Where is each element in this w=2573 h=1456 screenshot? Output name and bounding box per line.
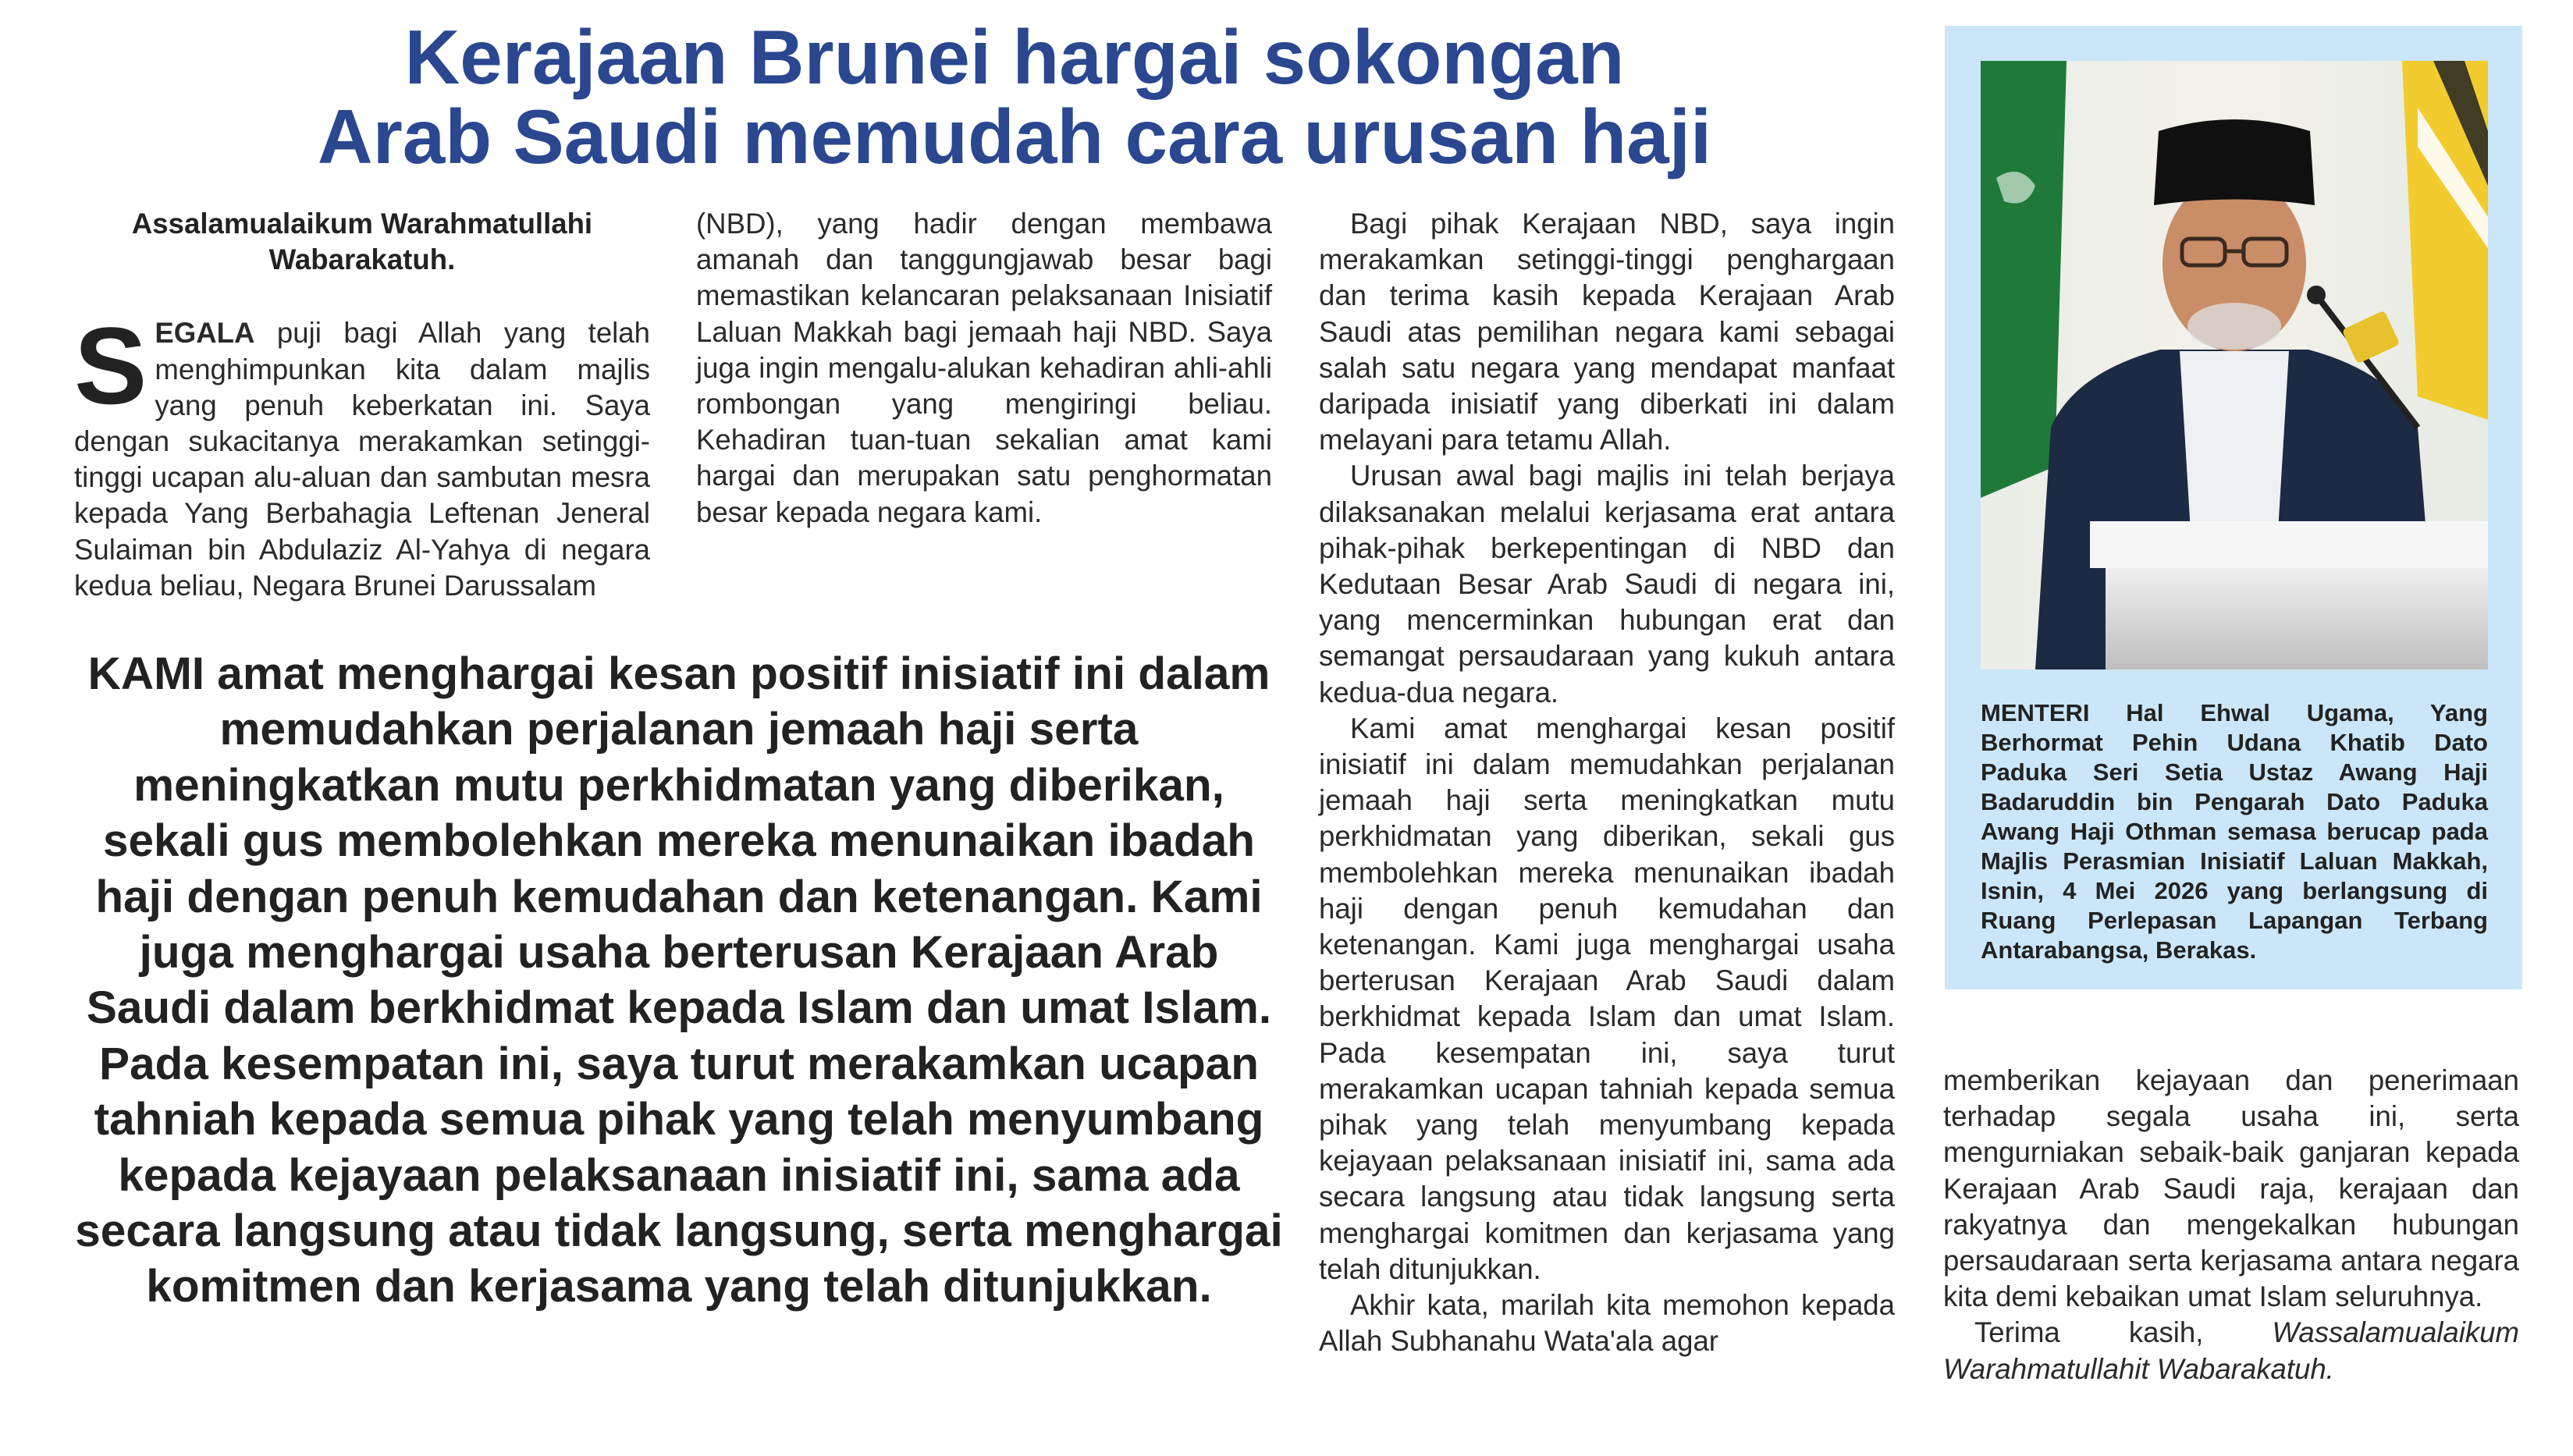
- paragraph-5-continued: memberikan kejayaan dan penerimaan terhadap segala usaha ini, serta mengurniakan sebaik-baik ganjaran kepada Kerajaan Arab Saudi raja, kerajaan dan rakyatnya dan mengekalkan hubungan persaudaraan serta kerjasama antara negara kita demi kebaikan umat Islam seluruhnya.: [1943, 1064, 2519, 1313]
- photo-sidebar: [1945, 26, 2522, 989]
- headline: [117, 14, 1912, 179]
- paragraph-1-continued: (NBD), yang hadir dengan membawa amanah dan tanggungjawab besar bagi memastikan kelancaran pelaksanaan Inisiatif Laluan Makkah bagi jemaah haji NBD. Saya juga ingin mengalu-alukan kehadiran ahli-ahli rombongan yang mengiringi beliau. Kehadiran tuan-tuan sekalian amat kami hargai dan merupakan satu penghormatan besar kepada negara kami.: [696, 208, 1272, 528]
- first-word: EGALA: [155, 317, 255, 350]
- greeting: Assalamualaikum Warahmatullahi Wabarakatuh.: [131, 208, 593, 276]
- paragraph-1-text: puji bagi Allah yang telah menghimpunkan kita dalam majlis yang penuh keberkatan ini. Saya dengan sukacitanya merakamkan setinggi-tinggi ucapan alu-aluan dan sambutan mesra kepada Yang Berbahagia Leftenan Jeneral Sulaiman bin Abdulaziz Al-Yahya di negara kedua beliau, Negara Brunei Darussalam: [74, 317, 650, 602]
- article-column-4: [1943, 1063, 2519, 1387]
- paragraph-1-start: [74, 304, 650, 604]
- photo-caption: MENTERI Hal Ehwal Ugama, Yang Berhormat Pehin Udana Khatib Dato Paduka Seri Setia Ustaz Awang Haji Badaruddin bin Pengarah Dato Paduka Awang Haji Othman semasa berucap pada Majlis Perasmian Inisiatif Laluan Makkah, Isnin, 4 Mei 2026 yang berlangsung di Ruang Perlepasan Lapangan Terbang Antarabangsa, Berakas.: [1981, 699, 2488, 964]
- headline-line-1: Kerajaan Brunei hargai sokongan: [404, 14, 1625, 100]
- minister-photo: [1981, 61, 2488, 669]
- drop-cap: S: [74, 304, 147, 428]
- headline-line-2: Arab Saudi memudah cara urusan haji: [317, 94, 1712, 179]
- closing-paragraph: [1943, 1315, 2519, 1387]
- closing-salutation: Wassalamualaikum Warahmatullahit Wabarakatuh.: [1943, 1316, 2519, 1385]
- paragraph-3: Urusan awal bagi majlis ini telah berjaya dilaksanakan melalui kerjasama erat antara pihak-pihak berkepentingan di NBD dan Kedutaan Besar Arab Saudi di negara ini, yang mencerminkan hubungan erat dan semangat persaudaraan yang kukuh antara kedua-dua negara.: [1319, 460, 1895, 708]
- article-column-2: [696, 206, 1272, 531]
- article-column-1: [74, 206, 650, 604]
- paragraph-2: Bagi pihak Kerajaan NBD, saya ingin merakamkan setinggi-tinggi penghargaan dan terima kasih kepada Kerajaan Arab Saudi atas pemilihan negara kami sebagai salah satu negara yang mendapat manfaat daripada inisiatif yang diberkati ini dalam melayani para tetamu Allah.: [1319, 208, 1895, 456]
- paragraph-4: Kami amat menghargai kesan positif inisiatif ini dalam memudahkan perjalanan jemaah haji serta meningkatkan mutu perkhidmatan yang diberikan, sekali gus membolehkan mereka menunaikan ibadah haji dengan penuh kemudahan dan ketenangan. Kami juga menghargai usaha berterusan Kerajaan Arab Saudi dalam berkhidmat kepada Islam dan umat Islam. Pada kesempatan ini, saya turut merakamkan ucapan tahniah kepada semua pihak yang telah menyumbang kepada kejayaan pelaksanaan inisiatif ini, sama ada secara langsung atau tidak langsung serta menghargai komitmen dan kerjasama yang telah ditunjukkan.: [1319, 712, 1895, 1285]
- pull-quote: KAMI amat menghargai kesan positif inisiatif ini dalam memudahkan perjalanan jemaah haji serta meningkatkan mutu perkhidmatan yang diberikan, sekali gus membolehkan mereka menunaikan ibadah haji dengan penuh kemudahan dan ketenangan. Kami juga menghargai usaha berterusan Kerajaan Arab Saudi dalam berkhidmat kepada Islam dan umat Islam. Pada kesempatan ini, saya turut merakamkan ucapan tahniah kepada semua pihak yang telah menyumbang kepada kejayaan pelaksanaan inisiatif ini, sama ada secara langsung atau tidak langsung, serta menghargai komitmen dan kerjasama yang telah ditunjukkan.: [75, 648, 1283, 1312]
- paragraph-5-start: Akhir kata, marilah kita memohon kepada Allah Subhanahu Wata'ala agar: [1319, 1289, 1895, 1358]
- article-column-3: [1319, 206, 1895, 1360]
- closing-thanks: Terima kasih,: [1974, 1316, 2273, 1349]
